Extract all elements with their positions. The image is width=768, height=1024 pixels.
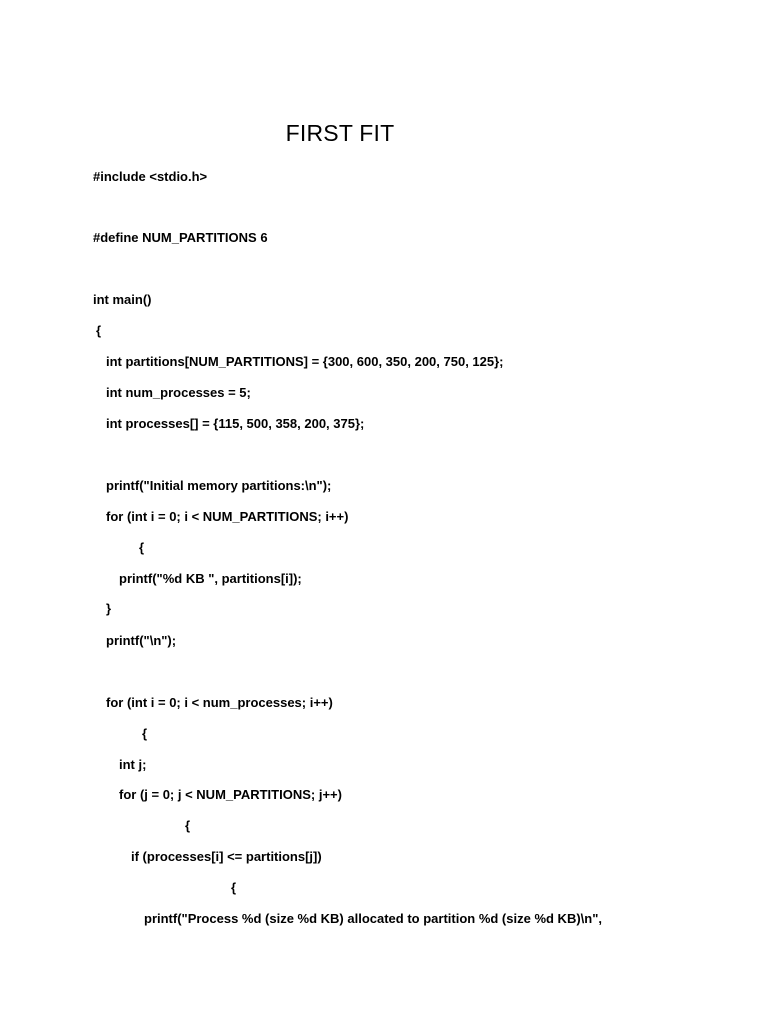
code-line-printf-newline: printf("\n"); xyxy=(106,633,177,648)
code-line-partitions: int partitions[NUM_PARTITIONS] = {300, 600, 350, 200, 750, 125}; xyxy=(106,354,504,369)
code-line-open-brace-main: { xyxy=(96,323,102,338)
code-line-num-processes: int num_processes = 5; xyxy=(106,385,251,400)
code-line-main: int main() xyxy=(93,292,152,307)
code-line-processes: int processes[] = {115, 500, 358, 200, 375}; xyxy=(106,416,365,431)
code-line-int-j: int j; xyxy=(119,757,147,772)
code-line-open-brace-for3: { xyxy=(185,818,191,833)
code-line-include: #include <stdio.h> xyxy=(93,169,208,184)
code-line-printf-partition: printf("%d KB ", partitions[i]); xyxy=(119,571,302,586)
code-line-if: if (processes[i] <= partitions[j]) xyxy=(131,849,322,864)
code-line-define: #define NUM_PARTITIONS 6 xyxy=(93,230,268,245)
code-line-for-j: for (j = 0; j < NUM_PARTITIONS; j++) xyxy=(119,787,342,802)
code-line-printf-allocated: printf("Process %d (size %d KB) allocated to partition %d (size %d KB)\n", xyxy=(144,911,602,926)
code-line-printf-initial: printf("Initial memory partitions:\n"); xyxy=(106,478,332,493)
code-line-open-brace-for1: { xyxy=(139,540,145,555)
document-title: FIRST FIT xyxy=(285,120,395,146)
code-line-for-partitions: for (int i = 0; i < NUM_PARTITIONS; i++) xyxy=(106,509,349,524)
code-line-close-brace-for1: } xyxy=(106,601,112,616)
code-line-for-processes: for (int i = 0; i < num_processes; i++) xyxy=(106,695,333,710)
code-line-open-brace-for2: { xyxy=(142,726,148,741)
code-line-open-brace-if: { xyxy=(231,880,237,895)
